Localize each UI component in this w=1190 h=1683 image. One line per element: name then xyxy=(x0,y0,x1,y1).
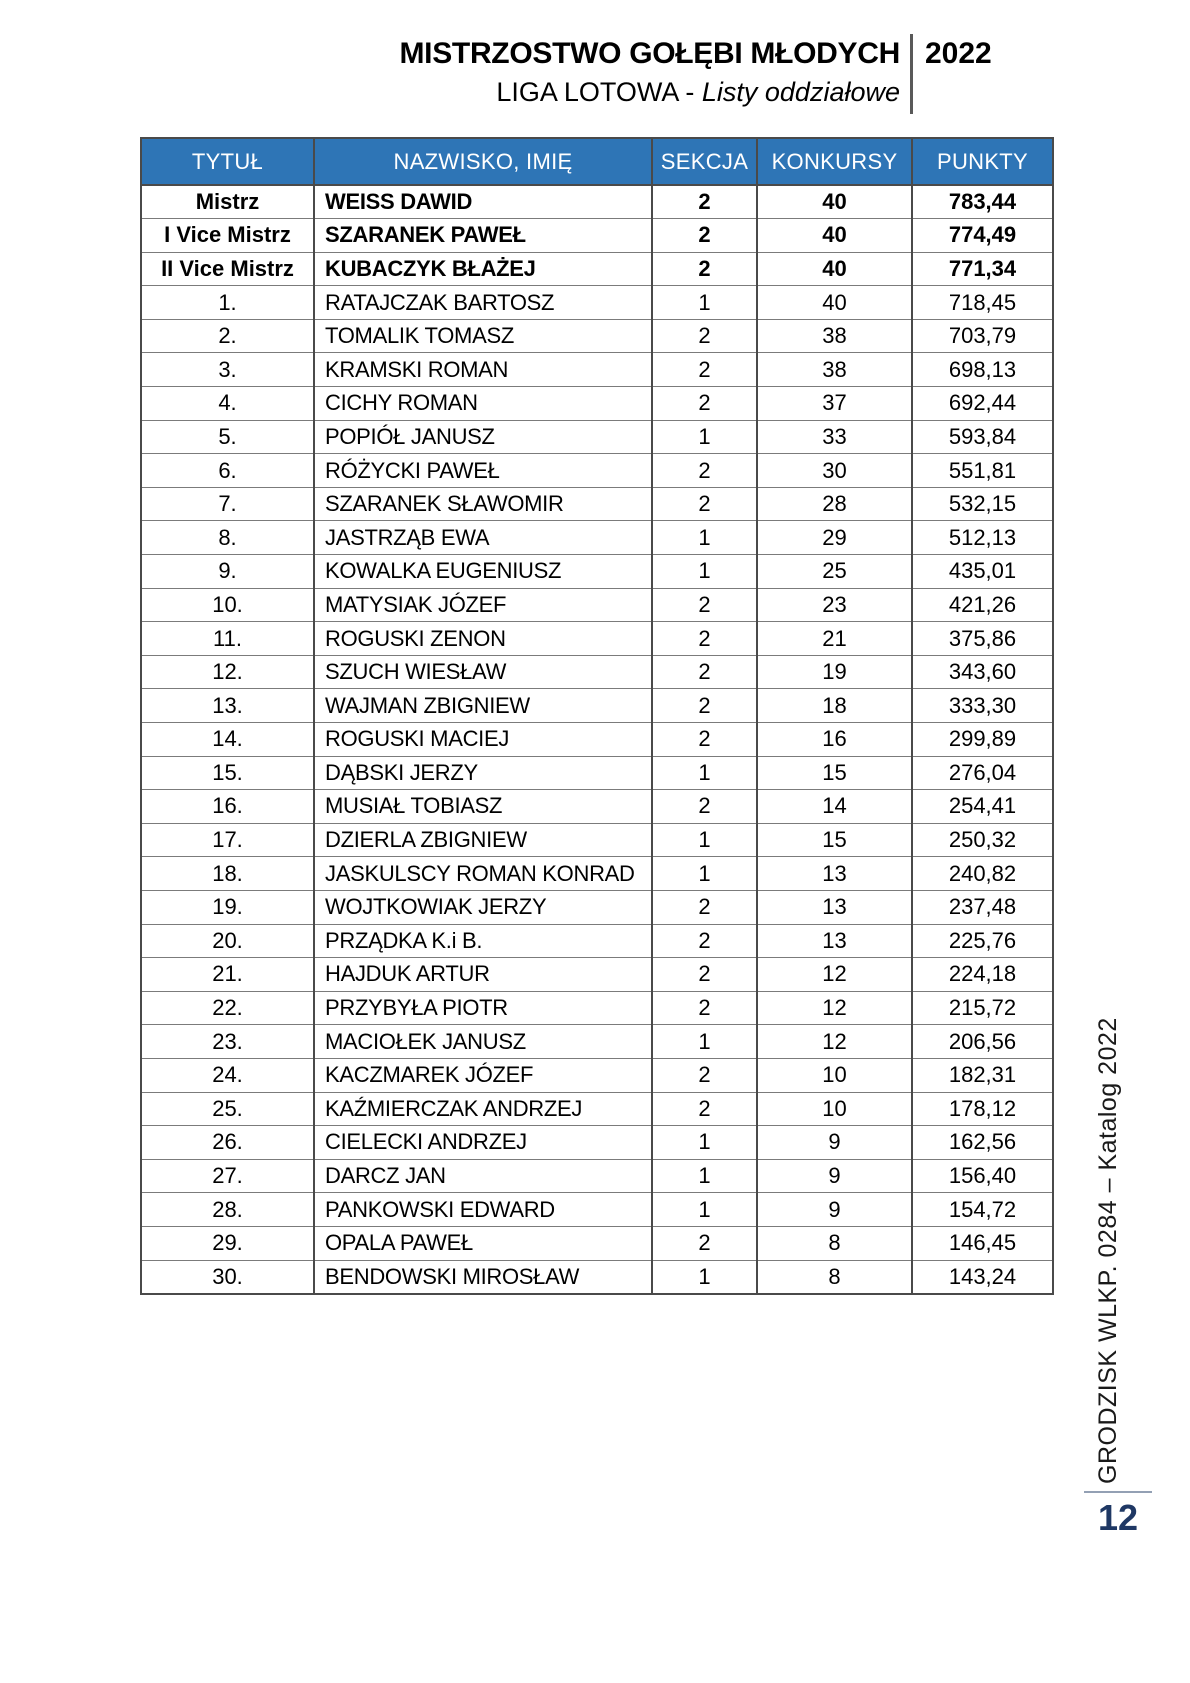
cell-konkursy: 10 xyxy=(757,1092,912,1126)
cell-konkursy: 8 xyxy=(757,1260,912,1294)
cell-sekcja: 2 xyxy=(652,1226,757,1260)
cell-konkursy: 13 xyxy=(757,924,912,958)
table-row xyxy=(141,991,1053,1025)
table-row xyxy=(141,588,1053,622)
table-row xyxy=(141,454,1053,488)
page-title: MISTRZOSTWO GOŁĘBI MŁODYCH xyxy=(399,37,900,70)
cell-title: 3. xyxy=(141,353,314,387)
col-header-punkty: PUNKTY xyxy=(912,138,1053,185)
cell-konkursy: 12 xyxy=(757,991,912,1025)
cell-punkty: 146,45 xyxy=(912,1226,1053,1260)
subtitle-italic: Listy oddziałowe xyxy=(701,77,900,107)
page-subtitle xyxy=(138,74,900,110)
table-row xyxy=(141,420,1053,454)
cell-sekcja: 1 xyxy=(652,1025,757,1059)
cell-sekcja: 1 xyxy=(652,823,757,857)
cell-name: MUSIAŁ TOBIASZ xyxy=(314,790,652,824)
cell-title: 25. xyxy=(141,1092,314,1126)
cell-sekcja: 2 xyxy=(652,924,757,958)
cell-title: 6. xyxy=(141,454,314,488)
cell-punkty: 532,15 xyxy=(912,487,1053,521)
cell-punkty: 225,76 xyxy=(912,924,1053,958)
cell-sekcja: 2 xyxy=(652,622,757,656)
table-row xyxy=(141,823,1053,857)
cell-sekcja: 2 xyxy=(652,723,757,757)
cell-title: 18. xyxy=(141,857,314,891)
table-row xyxy=(141,1092,1053,1126)
cell-konkursy: 15 xyxy=(757,823,912,857)
cell-title: 16. xyxy=(141,790,314,824)
cell-sekcja: 1 xyxy=(652,1260,757,1294)
table-row xyxy=(141,689,1053,723)
cell-name: WAJMAN ZBIGNIEW xyxy=(314,689,652,723)
cell-konkursy: 16 xyxy=(757,723,912,757)
cell-sekcja: 2 xyxy=(652,353,757,387)
table-row xyxy=(141,1260,1053,1294)
cell-punkty: 143,24 xyxy=(912,1260,1053,1294)
cell-title: 8. xyxy=(141,521,314,555)
table-row xyxy=(141,487,1053,521)
table-row xyxy=(141,655,1053,689)
cell-sekcja: 2 xyxy=(652,890,757,924)
cell-name: KAŹMIERCZAK ANDRZEJ xyxy=(314,1092,652,1126)
cell-title: 24. xyxy=(141,1058,314,1092)
cell-konkursy: 23 xyxy=(757,588,912,622)
cell-punkty: 593,84 xyxy=(912,420,1053,454)
cell-punkty: 162,56 xyxy=(912,1126,1053,1160)
cell-punkty: 250,32 xyxy=(912,823,1053,857)
table-row xyxy=(141,958,1053,992)
cell-name: KUBACZYK BŁAŻEJ xyxy=(314,252,652,286)
cell-title: 13. xyxy=(141,689,314,723)
cell-punkty: 333,30 xyxy=(912,689,1053,723)
cell-title: 22. xyxy=(141,991,314,1025)
cell-punkty: 551,81 xyxy=(912,454,1053,488)
cell-punkty: 215,72 xyxy=(912,991,1053,1025)
cell-konkursy: 40 xyxy=(757,219,912,253)
table-row xyxy=(141,1058,1053,1092)
table-row xyxy=(141,1159,1053,1193)
cell-konkursy: 38 xyxy=(757,353,912,387)
cell-sekcja: 2 xyxy=(652,655,757,689)
cell-title: 9. xyxy=(141,555,314,589)
cell-title: 11. xyxy=(141,622,314,656)
cell-sekcja: 2 xyxy=(652,487,757,521)
cell-punkty: 254,41 xyxy=(912,790,1053,824)
cell-name: KRAMSKI ROMAN xyxy=(314,353,652,387)
header-text-block xyxy=(138,34,900,114)
cell-title: II Vice Mistrz xyxy=(141,252,314,286)
cell-konkursy: 13 xyxy=(757,857,912,891)
cell-sekcja: 1 xyxy=(652,1193,757,1227)
cell-sekcja: 2 xyxy=(652,1058,757,1092)
subtitle-prefix: LIGA LOTOWA - xyxy=(496,77,702,107)
cell-konkursy: 14 xyxy=(757,790,912,824)
cell-sekcja: 1 xyxy=(652,555,757,589)
cell-name: OPALA PAWEŁ xyxy=(314,1226,652,1260)
cell-konkursy: 40 xyxy=(757,252,912,286)
cell-name: DZIERLA ZBIGNIEW xyxy=(314,823,652,857)
cell-name: KACZMAREK JÓZEF xyxy=(314,1058,652,1092)
table-row xyxy=(141,286,1053,320)
cell-title: Mistrz xyxy=(141,185,314,219)
cell-punkty: 206,56 xyxy=(912,1025,1053,1059)
cell-title: 29. xyxy=(141,1226,314,1260)
cell-name: JASTRZĄB EWA xyxy=(314,521,652,555)
table-row xyxy=(141,319,1053,353)
results-table xyxy=(140,137,1054,1295)
cell-konkursy: 9 xyxy=(757,1193,912,1227)
cell-punkty: 178,12 xyxy=(912,1092,1053,1126)
cell-punkty: 783,44 xyxy=(912,185,1053,219)
cell-sekcja: 2 xyxy=(652,790,757,824)
cell-title: I Vice Mistrz xyxy=(141,219,314,253)
table-row xyxy=(141,353,1053,387)
col-header-tytul: TYTUŁ xyxy=(141,138,314,185)
cell-title: 7. xyxy=(141,487,314,521)
cell-konkursy: 18 xyxy=(757,689,912,723)
cell-punkty: 703,79 xyxy=(912,319,1053,353)
cell-sekcja: 2 xyxy=(652,319,757,353)
cell-title: 26. xyxy=(141,1126,314,1160)
cell-konkursy: 15 xyxy=(757,756,912,790)
col-header-nazwisko: NAZWISKO, IMIĘ xyxy=(314,138,652,185)
cell-sekcja: 2 xyxy=(652,454,757,488)
cell-name: CIELECKI ANDRZEJ xyxy=(314,1126,652,1160)
cell-name: MATYSIAK JÓZEF xyxy=(314,588,652,622)
cell-punkty: 774,49 xyxy=(912,219,1053,253)
cell-title: 15. xyxy=(141,756,314,790)
page-header xyxy=(0,34,992,114)
table-row xyxy=(141,622,1053,656)
cell-title: 27. xyxy=(141,1159,314,1193)
cell-name: PANKOWSKI EDWARD xyxy=(314,1193,652,1227)
cell-name: POPIÓŁ JANUSZ xyxy=(314,420,652,454)
cell-sekcja: 1 xyxy=(652,521,757,555)
cell-title: 19. xyxy=(141,890,314,924)
cell-konkursy: 8 xyxy=(757,1226,912,1260)
cell-name: MACIOŁEK JANUSZ xyxy=(314,1025,652,1059)
cell-sekcja: 2 xyxy=(652,185,757,219)
table-row xyxy=(141,1025,1053,1059)
cell-title: 12. xyxy=(141,655,314,689)
cell-title: 23. xyxy=(141,1025,314,1059)
table-row xyxy=(141,521,1053,555)
cell-konkursy: 9 xyxy=(757,1159,912,1193)
cell-name: BENDOWSKI MIROSŁAW xyxy=(314,1260,652,1294)
table-row xyxy=(141,387,1053,421)
cell-konkursy: 25 xyxy=(757,555,912,589)
catalog-side-text: GRODZISK WLKP. 0284 – Katalog 2022 xyxy=(1094,1017,1122,1484)
cell-punkty: 375,86 xyxy=(912,622,1053,656)
cell-sekcja: 2 xyxy=(652,588,757,622)
cell-title: 17. xyxy=(141,823,314,857)
cell-punkty: 156,40 xyxy=(912,1159,1053,1193)
page-number: 12 xyxy=(1097,1497,1139,1538)
cell-konkursy: 21 xyxy=(757,622,912,656)
cell-name: RATAJCZAK BARTOSZ xyxy=(314,286,652,320)
cell-name: DARCZ JAN xyxy=(314,1159,652,1193)
cell-konkursy: 12 xyxy=(757,958,912,992)
table-row xyxy=(141,555,1053,589)
cell-name: SZARANEK SŁAWOMIR xyxy=(314,487,652,521)
cell-title: 4. xyxy=(141,387,314,421)
table-row xyxy=(141,857,1053,891)
cell-sekcja: 2 xyxy=(652,1092,757,1126)
cell-name: HAJDUK ARTUR xyxy=(314,958,652,992)
cell-konkursy: 29 xyxy=(757,521,912,555)
cell-title: 10. xyxy=(141,588,314,622)
cell-punkty: 421,26 xyxy=(912,588,1053,622)
cell-konkursy: 37 xyxy=(757,387,912,421)
cell-sekcja: 2 xyxy=(652,219,757,253)
cell-name: SZARANEK PAWEŁ xyxy=(314,219,652,253)
cell-punkty: 299,89 xyxy=(912,723,1053,757)
cell-konkursy: 19 xyxy=(757,655,912,689)
table-row xyxy=(141,185,1053,219)
table-header xyxy=(141,138,1053,185)
cell-title: 5. xyxy=(141,420,314,454)
cell-konkursy: 40 xyxy=(757,286,912,320)
cell-name: WOJTKOWIAK JERZY xyxy=(314,890,652,924)
table-row xyxy=(141,890,1053,924)
cell-punkty: 276,04 xyxy=(912,756,1053,790)
cell-name: WEISS DAWID xyxy=(314,185,652,219)
cell-title: 20. xyxy=(141,924,314,958)
col-header-sekcja: SEKCJA xyxy=(652,138,757,185)
col-header-konkursy: KONKURSY xyxy=(757,138,912,185)
cell-punkty: 718,45 xyxy=(912,286,1053,320)
cell-konkursy: 30 xyxy=(757,454,912,488)
cell-name: ROGUSKI ZENON xyxy=(314,622,652,656)
cell-name: DĄBSKI JERZY xyxy=(314,756,652,790)
cell-punkty: 698,13 xyxy=(912,353,1053,387)
cell-sekcja: 1 xyxy=(652,1159,757,1193)
cell-konkursy: 12 xyxy=(757,1025,912,1059)
cell-punkty: 512,13 xyxy=(912,521,1053,555)
table-header-row xyxy=(141,138,1053,185)
cell-sekcja: 1 xyxy=(652,756,757,790)
cell-sekcja: 2 xyxy=(652,991,757,1025)
footer-divider-line xyxy=(1084,1491,1152,1493)
cell-title: 14. xyxy=(141,723,314,757)
cell-name: JASKULSCY ROMAN KONRAD xyxy=(314,857,652,891)
table-row xyxy=(141,790,1053,824)
cell-name: ROGUSKI MACIEJ xyxy=(314,723,652,757)
table-row xyxy=(141,924,1053,958)
cell-punkty: 182,31 xyxy=(912,1058,1053,1092)
cell-konkursy: 28 xyxy=(757,487,912,521)
cell-konkursy: 13 xyxy=(757,890,912,924)
cell-title: 30. xyxy=(141,1260,314,1294)
table-row xyxy=(141,252,1053,286)
cell-name: PRZĄDKA K.i B. xyxy=(314,924,652,958)
cell-konkursy: 40 xyxy=(757,185,912,219)
cell-punkty: 237,48 xyxy=(912,890,1053,924)
cell-name: SZUCH WIESŁAW xyxy=(314,655,652,689)
cell-sekcja: 2 xyxy=(652,689,757,723)
cell-punkty: 224,18 xyxy=(912,958,1053,992)
cell-name: RÓŻYCKI PAWEŁ xyxy=(314,454,652,488)
table-row xyxy=(141,219,1053,253)
header-year: 2022 xyxy=(925,37,992,70)
table-body xyxy=(141,185,1053,1294)
cell-punkty: 771,34 xyxy=(912,252,1053,286)
cell-sekcja: 1 xyxy=(652,420,757,454)
cell-sekcja: 2 xyxy=(652,252,757,286)
cell-konkursy: 9 xyxy=(757,1126,912,1160)
cell-name: KOWALKA EUGENIUSZ xyxy=(314,555,652,589)
cell-sekcja: 1 xyxy=(652,286,757,320)
cell-konkursy: 38 xyxy=(757,319,912,353)
cell-sekcja: 1 xyxy=(652,1126,757,1160)
cell-punkty: 435,01 xyxy=(912,555,1053,589)
table-row xyxy=(141,1193,1053,1227)
cell-konkursy: 10 xyxy=(757,1058,912,1092)
cell-title: 1. xyxy=(141,286,314,320)
table-row xyxy=(141,1226,1053,1260)
cell-punkty: 240,82 xyxy=(912,857,1053,891)
cell-name: PRZYBYŁA PIOTR xyxy=(314,991,652,1025)
cell-name: TOMALIK TOMASZ xyxy=(314,319,652,353)
cell-konkursy: 33 xyxy=(757,420,912,454)
cell-title: 2. xyxy=(141,319,314,353)
cell-name: CICHY ROMAN xyxy=(314,387,652,421)
cell-sekcja: 1 xyxy=(652,857,757,891)
table-row xyxy=(141,723,1053,757)
cell-sekcja: 2 xyxy=(652,387,757,421)
cell-punkty: 154,72 xyxy=(912,1193,1053,1227)
cell-punkty: 343,60 xyxy=(912,655,1053,689)
cell-punkty: 692,44 xyxy=(912,387,1053,421)
table-row xyxy=(141,756,1053,790)
cell-title: 21. xyxy=(141,958,314,992)
cell-title: 28. xyxy=(141,1193,314,1227)
cell-sekcja: 2 xyxy=(652,958,757,992)
table-row xyxy=(141,1126,1053,1160)
